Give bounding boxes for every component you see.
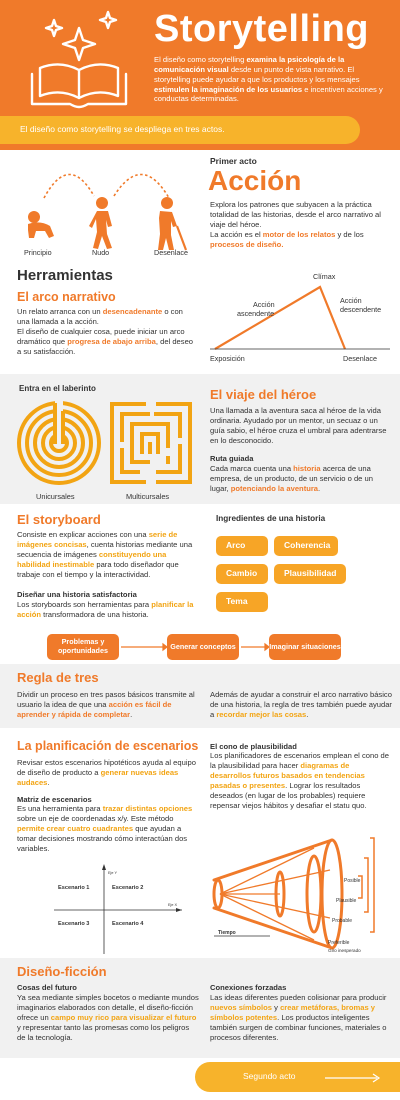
ingredient-pill: Plausibilidad (274, 564, 346, 584)
svg-text:Plausible: Plausible (336, 898, 357, 904)
accion-title: Acción (208, 165, 302, 196)
escenarios-title: La planificación de escenarios (17, 739, 199, 753)
next-act-label: Segundo acto (243, 1071, 296, 1081)
svg-text:Desenlace: Desenlace (343, 354, 377, 363)
cosas-title: Cosas del futuro (17, 983, 77, 992)
open-book-sparkles-icon (20, 8, 138, 110)
matriz-title: Matriz de escenarios (17, 795, 92, 804)
heroe-title: El viaje del héroe (210, 387, 317, 402)
svg-text:Giro inesperado: Giro inesperado (328, 948, 361, 953)
cono-title: El cono de plausibilidad (210, 742, 297, 751)
svg-text:Tiempo: Tiempo (218, 930, 236, 936)
page-title: Storytelling (154, 8, 370, 50)
plausibility-cone-diagram (210, 832, 396, 954)
ingredient-pill: Coherencia (274, 536, 338, 556)
icon-label-desenlace: Desenlace (154, 248, 188, 257)
svg-text:Clímax: Clímax (313, 272, 336, 281)
storyboard-subtitle: Diseñar una historia satisfactoria (17, 590, 137, 599)
narrative-arc-diagram (205, 265, 395, 370)
svg-text:Eje X: Eje X (168, 903, 178, 907)
acts-banner: El diseño como storytelling se despliega en tres actos. (0, 116, 360, 144)
svg-text:Acción: Acción (253, 300, 275, 309)
flow-step-2: Generar conceptos (167, 634, 239, 660)
storyboard-sub-text: Los storyboards son herramientas para planificar la acción transformadora de una historia. (17, 600, 194, 620)
svg-text:Escenario 1: Escenario 1 (58, 885, 90, 891)
regla-right-text: Además de ayudar a construir el arco narrativo básico de una historia, la regla de tres también puede ayudar a recordar mejor las cosas. (210, 690, 392, 720)
next-act-button[interactable] (195, 1062, 400, 1092)
elder-icon (158, 197, 177, 250)
ingredient-pill: Cambio (216, 564, 268, 584)
matriz-text: Es una herramienta para trazar distintas opciones sobre un eje de coordenadas x/y. Este método permite crear cuatro cuadrantes que ayudan a tomar decisiones mostrando cómo interactúan dos variables. (17, 804, 193, 854)
accion-kicker: Primer acto (210, 156, 257, 166)
arco-text: Un relato arranca con un desencadenante o con una llamada a la acción. El diseño de cualquier cosa, puede iniciar un arco dramático que progresa de abajo arriba, del deseo a su satisfacción. (17, 307, 194, 357)
ingredient-pill: Tema (216, 592, 268, 612)
svg-text:Probable: Probable (332, 918, 353, 924)
scenario-matrix-diagram (50, 862, 190, 958)
svg-text:descendente: descendente (340, 305, 382, 314)
laberinto-title: Entra en el laberinto (19, 384, 96, 393)
icon-label-principio: Principio (24, 248, 52, 257)
svg-text:Eje Y: Eje Y (108, 871, 118, 875)
storyboard-text: Consiste en explicar acciones con una serie de imágenes concisas, cuenta historias mediante una secuencia de imágenes constituyendo una habilidad inestimable para todo diseñador que trabaje con el tiempo y la interactividad. (17, 530, 193, 580)
cono-text: Los planificadores de escenarios emplean el cono de la plausibilidad para hacer diagramas de desarrollos futuros basados en tendencias pasadas o presentes. Lograr los resultados deseados (en lugar de los probables) requiere repensar viejos hábitos y desafiar el statu quo. (210, 751, 389, 811)
ingredient-pill: Arco (216, 536, 268, 556)
svg-text:ascendente: ascendente (237, 309, 275, 318)
arco-title: El arco narrativo (17, 290, 116, 304)
svg-text:Escenario 2: Escenario 2 (112, 885, 144, 891)
ruta-title: Ruta guiada (210, 454, 254, 463)
ruta-text: Cada marca cuenta una historia acerca de una empresa, de un producto, de un servicio o de un lugar, potenciando la aventura. (210, 464, 373, 494)
escenarios-text: Revisar estos escenarios hipotéticos ayuda al equipo de diseño de producto a generar nuevas ideas audaces. (17, 758, 196, 788)
conexiones-text: Las ideas diferentes pueden colisionar para producir nuevos símbolos y crear metáforas, bromas y símbolos potentes. Los productos inteligentes también surgen de combinar funciones, materiales o procesos diferentes. (210, 993, 387, 1043)
conexiones-title: Conexiones forzadas (210, 983, 287, 992)
arrow-right-icon (323, 1072, 383, 1084)
svg-text:Acción: Acción (340, 296, 362, 305)
three-stage-icons (14, 156, 204, 261)
herramientas-title: Herramientas (17, 267, 113, 284)
flow-arrows (119, 640, 269, 654)
baby-icon (28, 211, 54, 238)
multicursal-maze-icon (108, 400, 194, 486)
ingredientes-title: Ingredientes de una historia (216, 514, 326, 523)
regla-title: Regla de tres (17, 670, 99, 685)
unicursal-labyrinth-icon (16, 400, 102, 486)
svg-text:Posible: Posible (344, 878, 361, 884)
svg-text:Preferible: Preferible (328, 940, 350, 946)
flow-step-1: Problemas y oportunidades (47, 634, 119, 660)
heroe-text: Una llamada a la aventura saca al héroe de la vida ordinaria. Ayudado por un mentor, un secuaz o un guía sabio, el héroe cruza el umbral para adentrarse en lo desconocido. (210, 406, 387, 446)
storyboard-title: El storyboard (17, 512, 101, 527)
laberinto-left-label: Unicursales (36, 492, 75, 501)
icon-label-nudo: Nudo (92, 248, 110, 257)
svg-text:Exposición: Exposición (210, 354, 245, 363)
flow-step-3: Imaginar situaciones (269, 634, 341, 660)
walking-person-icon (89, 197, 112, 249)
svg-text:Escenario 3: Escenario 3 (58, 921, 90, 927)
cosas-text: Ya sea mediante simples bocetos o mediante mundos imaginarios elaborados con detalle, el diseño-ficción ofrece un campo muy rico para visualizar el futuro y representar tanto las promesas como los peligros de la tecnología. (17, 993, 199, 1043)
intro-text: El diseño como storytelling examina la psicología de la comunicación visual desde un punto de vista narrativo. El storytelling puede ayudar a que los productos y los mensajes estimulen la imaginación de los usuarios e incentiven acciones y conductas determinadas. (154, 55, 383, 104)
ficcion-title: Diseño-ficción (17, 964, 107, 979)
accion-text: Explora los patrones que subyacen a la práctica totalidad de las historias, desde el arco narrativo al viaje del héroe. La acción es el motor de los relatos y de los procesos de diseño. (210, 200, 381, 250)
regla-left-text: Dividir un proceso en tres pasos básicos transmite al usuario la idea de que una acción es fácil de aprender y rápida de completar. (17, 690, 195, 720)
svg-text:Escenario 4: Escenario 4 (112, 921, 144, 927)
laberinto-right-label: Multicursales (126, 492, 170, 501)
